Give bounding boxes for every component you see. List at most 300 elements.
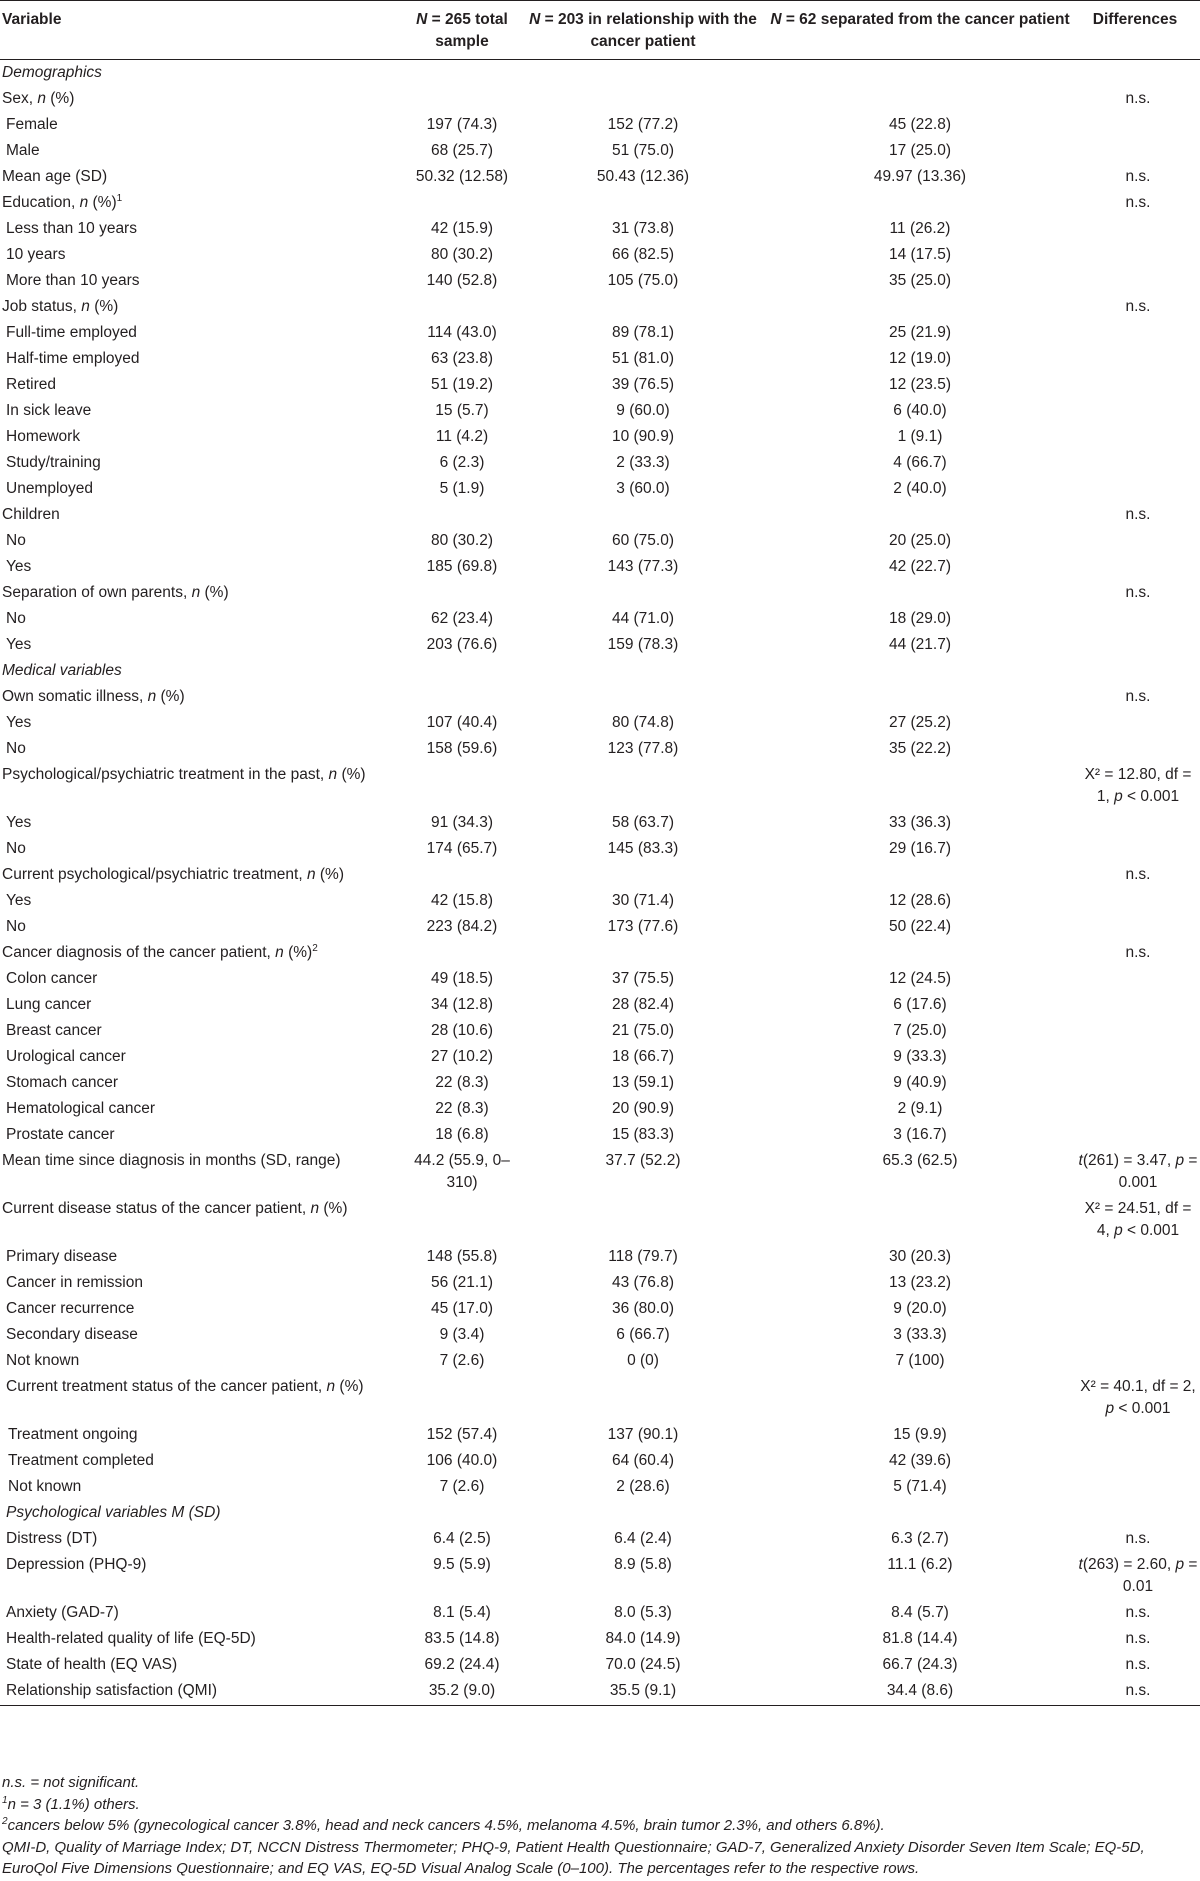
cell-relationship: 84.0 (14.9) — [605, 1630, 681, 1647]
cell-differences — [1070, 346, 1200, 372]
table-row — [0, 216, 1200, 242]
cell-differences — [1070, 1448, 1200, 1474]
cell-differences: n.s. — [1125, 1656, 1151, 1673]
cell-separated: 11 (26.2) — [889, 220, 951, 237]
cell-differences — [1070, 242, 1200, 268]
cell-separated — [770, 580, 1070, 606]
table-row — [0, 476, 1200, 502]
row-label-text: State of health (EQ VAS) — [6, 1656, 178, 1673]
row-label-text: Lung cancer — [6, 996, 92, 1013]
table-row — [0, 1374, 1200, 1422]
cell-relationship — [516, 1500, 770, 1526]
table-row — [0, 862, 1200, 888]
row-label-text: Mean time since diagnosis in months (SD, range) — [2, 1152, 341, 1169]
row-label-text: Demographics — [2, 64, 102, 81]
row-label-text: Prostate cancer — [6, 1126, 115, 1143]
table-row — [0, 1474, 1200, 1500]
cell-total — [408, 684, 516, 710]
cell-differences: X² = 12.80, df = 1, p < 0.001 — [1084, 766, 1192, 805]
cell-total: 140 (52.8) — [426, 272, 498, 289]
cell-total: 5 (1.9) — [439, 480, 485, 497]
cell-total: 107 (40.4) — [426, 714, 498, 731]
table-row — [0, 1122, 1200, 1148]
row-label — [0, 888, 408, 914]
cell-differences — [1070, 528, 1200, 554]
cell-relationship: 13 (59.1) — [611, 1074, 675, 1091]
cell-separated: 33 (36.3) — [888, 814, 952, 831]
cell-relationship — [516, 684, 770, 710]
cell-relationship: 21 (75.0) — [611, 1022, 675, 1039]
cell-relationship: 60 (75.0) — [611, 532, 675, 549]
table-row — [0, 762, 1200, 810]
table-row — [0, 836, 1200, 862]
cell-separated: 12 (19.0) — [888, 350, 952, 367]
row-label — [0, 112, 408, 138]
table-row — [0, 1096, 1200, 1122]
cell-relationship: 159 (78.3) — [607, 636, 679, 653]
cell-separated — [770, 294, 1070, 320]
cell-differences — [1070, 554, 1200, 580]
row-label — [0, 242, 408, 268]
row-label — [0, 528, 408, 554]
cell-differences: n.s. — [1125, 688, 1151, 705]
cell-differences — [1070, 966, 1200, 992]
cell-separated — [770, 862, 1070, 888]
cell-total: 148 (55.8) — [426, 1248, 498, 1265]
cell-relationship — [516, 1196, 770, 1244]
table-row — [0, 190, 1200, 216]
cell-separated: 7 (25.0) — [893, 1022, 947, 1039]
cell-separated: 34.4 (8.6) — [770, 1678, 1070, 1706]
row-label — [0, 190, 408, 216]
cell-separated: 44 (21.7) — [888, 636, 952, 653]
cell-relationship: 35.5 (9.1) — [516, 1678, 770, 1706]
row-label-text: Sex, n (%) — [2, 90, 75, 107]
row-label-text: Not known — [8, 1478, 82, 1495]
table-row — [0, 1322, 1200, 1348]
cell-relationship: 173 (77.6) — [607, 918, 679, 935]
cell-separated: 35 (25.0) — [888, 272, 952, 289]
cell-relationship: 44 (71.0) — [611, 610, 675, 627]
cell-total: 68 (25.7) — [430, 142, 494, 159]
footnote-1-marker: 1 — [2, 1794, 8, 1806]
cell-differences — [1070, 138, 1200, 164]
cell-total: 15 (5.7) — [435, 402, 489, 419]
table-row — [0, 268, 1200, 294]
cell-total: 62 (23.4) — [430, 610, 494, 627]
cell-total: 42 (15.9) — [430, 220, 494, 237]
footnote-1-text: n = 3 (1.1%) others. — [7, 1795, 140, 1813]
cell-separated — [770, 1374, 1070, 1422]
header-variable: Variable — [0, 1, 408, 60]
row-label — [0, 268, 408, 294]
section-row — [0, 658, 1200, 684]
row-label — [0, 1296, 408, 1322]
row-label — [0, 762, 408, 810]
row-label — [0, 1148, 408, 1196]
cell-separated — [770, 86, 1070, 112]
cell-relationship: 118 (79.7) — [608, 1248, 678, 1265]
row-label — [0, 1244, 408, 1270]
cell-separated — [770, 60, 1070, 87]
cell-differences — [1070, 1474, 1200, 1500]
table-row — [0, 398, 1200, 424]
row-label-text: Relationship satisfaction (QMI) — [6, 1682, 218, 1699]
cell-total: 91 (34.3) — [430, 814, 494, 831]
table-row — [0, 1678, 1200, 1706]
row-label — [0, 372, 408, 398]
cell-differences — [1070, 1018, 1200, 1044]
cell-total — [408, 294, 516, 320]
cell-relationship — [516, 658, 770, 684]
cell-differences: n.s. — [1125, 1604, 1151, 1621]
cell-differences — [1070, 112, 1200, 138]
table-row — [0, 1422, 1200, 1448]
cell-separated: 66.7 (24.3) — [882, 1656, 958, 1673]
cell-differences — [1070, 992, 1200, 1018]
cell-separated: 7 (100) — [895, 1352, 945, 1369]
table-row — [0, 346, 1200, 372]
cell-differences — [1070, 810, 1200, 836]
cell-relationship: 18 (66.7) — [611, 1048, 675, 1065]
row-label-text: Hematological cancer — [6, 1100, 156, 1117]
row-label-text: Female — [6, 116, 58, 133]
row-label — [0, 1374, 408, 1422]
cell-total: 22 (8.3) — [435, 1100, 489, 1117]
row-label — [0, 606, 408, 632]
table-row — [0, 1044, 1200, 1070]
row-label — [0, 60, 408, 87]
row-label-text: Own somatic illness, n (%) — [2, 688, 185, 705]
cell-relationship — [516, 862, 770, 888]
cell-relationship: 152 (77.2) — [607, 116, 679, 133]
cell-differences — [1070, 424, 1200, 450]
row-label-text: Less than 10 years — [6, 220, 137, 237]
cell-total: 42 (15.8) — [430, 892, 494, 909]
table-row — [0, 914, 1200, 940]
cell-total: 51 (19.2) — [430, 376, 494, 393]
row-label-text: Children — [2, 506, 60, 523]
table-header-row — [0, 1, 1200, 60]
cell-differences: X² = 24.51, df = 4, p < 0.001 — [1084, 1200, 1192, 1239]
row-label-text: Current disease status of the cancer patient, n (%) — [2, 1200, 348, 1217]
row-label — [0, 580, 408, 606]
cell-separated: 65.3 (62.5) — [882, 1152, 958, 1169]
cell-relationship: 9 (60.0) — [616, 402, 670, 419]
row-label-text: Not known — [6, 1352, 80, 1369]
cell-separated: 6 (17.6) — [893, 996, 947, 1013]
row-label-text: Current treatment status of the cancer patient, n (%) — [6, 1378, 364, 1395]
table-footnotes — [2, 1772, 1198, 1880]
cell-relationship: 37 (75.5) — [611, 970, 675, 987]
row-label — [0, 1500, 408, 1526]
row-label — [0, 398, 408, 424]
header-relationship: N = 203 in relationship with the cancer patient — [516, 1, 770, 60]
cell-total: 35.2 (9.0) — [408, 1678, 516, 1706]
row-label — [0, 320, 408, 346]
row-label — [0, 684, 408, 710]
row-label — [0, 940, 408, 966]
row-label-text: Cancer in remission — [6, 1274, 143, 1291]
cell-separated — [770, 1196, 1070, 1244]
row-label-text: Psychological/psychiatric treatment in the past, n (%) — [2, 766, 366, 783]
cell-differences — [1070, 268, 1200, 294]
table-row — [0, 736, 1200, 762]
cell-total: 44.2 (55.9, 0–310) — [414, 1152, 510, 1191]
header-total: N = 265 total sample — [408, 1, 516, 60]
cell-total: 49 (18.5) — [430, 970, 494, 987]
cell-separated — [770, 1500, 1070, 1526]
row-label — [0, 810, 408, 836]
row-label-text: Anxiety (GAD-7) — [6, 1604, 119, 1621]
cell-separated: 30 (20.3) — [888, 1248, 952, 1265]
cell-separated: 20 (25.0) — [888, 532, 952, 549]
cell-relationship — [516, 580, 770, 606]
row-label-text: Yes — [6, 714, 32, 731]
cell-relationship — [516, 762, 770, 810]
cell-differences: n.s. — [1125, 1630, 1151, 1647]
cell-total: 83.5 (14.8) — [424, 1630, 500, 1647]
table-row — [0, 164, 1200, 190]
cell-differences: n.s. — [1070, 1678, 1200, 1706]
cell-separated: 3 (16.7) — [893, 1126, 947, 1143]
table-row — [0, 606, 1200, 632]
row-label-text: Male — [6, 142, 40, 159]
cell-differences: t(261) = 3.47, p = 0.001 — [1078, 1152, 1198, 1191]
table-row — [0, 502, 1200, 528]
cell-separated: 11.1 (6.2) — [887, 1556, 953, 1573]
cell-separated: 2 (9.1) — [897, 1100, 943, 1117]
cell-relationship: 89 (78.1) — [611, 324, 675, 341]
cell-relationship: 64 (60.4) — [611, 1452, 675, 1469]
row-label-text: Colon cancer — [6, 970, 98, 987]
cell-relationship: 2 (28.6) — [616, 1478, 670, 1495]
row-label-text: Study/training — [6, 454, 101, 471]
row-label-text: No — [6, 532, 26, 549]
cell-total: 22 (8.3) — [435, 1074, 489, 1091]
cell-relationship: 80 (74.8) — [611, 714, 675, 731]
row-label — [0, 476, 408, 502]
table-row — [0, 320, 1200, 346]
row-label-text: Stomach cancer — [6, 1074, 118, 1091]
row-label-text: Breast cancer — [6, 1022, 102, 1039]
row-label — [0, 1600, 408, 1626]
cell-total: 27 (10.2) — [430, 1048, 494, 1065]
table-row — [0, 1196, 1200, 1244]
cell-total — [408, 658, 516, 684]
cell-relationship: 143 (77.3) — [607, 558, 679, 575]
cell-differences: X² = 40.1, df = 2, p < 0.001 — [1080, 1378, 1196, 1417]
row-label — [0, 966, 408, 992]
cell-total — [408, 1196, 516, 1244]
row-label — [0, 1652, 408, 1678]
row-label — [0, 502, 408, 528]
section-row — [0, 1500, 1200, 1526]
cell-total — [408, 1374, 516, 1422]
table-row — [0, 940, 1200, 966]
cell-differences — [1070, 1422, 1200, 1448]
row-label-text: No — [6, 610, 26, 627]
cell-total: 28 (10.6) — [430, 1022, 494, 1039]
row-label — [0, 138, 408, 164]
footnote-2-marker: 2 — [2, 1816, 8, 1827]
cell-relationship: 10 (90.9) — [611, 428, 675, 445]
table-row — [0, 372, 1200, 398]
row-label-text: Yes — [6, 892, 32, 909]
cell-differences — [1070, 60, 1200, 87]
cell-relationship — [516, 60, 770, 87]
cell-relationship: 58 (63.7) — [611, 814, 675, 831]
row-label — [0, 450, 408, 476]
row-label — [0, 862, 408, 888]
row-label-text: No — [6, 740, 26, 757]
row-label-text: No — [6, 918, 26, 935]
row-label-text: No — [6, 840, 26, 857]
row-label-text: Cancer recurrence — [6, 1300, 135, 1317]
row-label-text: Education, n (%) — [2, 194, 117, 211]
cell-separated: 15 (9.9) — [893, 1426, 947, 1443]
row-label — [0, 658, 408, 684]
cell-relationship: 20 (90.9) — [611, 1100, 675, 1117]
row-label-text: In sick leave — [6, 402, 92, 419]
cell-separated: 25 (21.9) — [888, 324, 952, 341]
cell-total: 80 (30.2) — [430, 532, 494, 549]
cell-differences — [1070, 398, 1200, 424]
row-label-text: Secondary disease — [6, 1326, 138, 1343]
cell-differences — [1070, 372, 1200, 398]
cell-differences: n.s. — [1125, 298, 1151, 315]
row-label — [0, 216, 408, 242]
row-label — [0, 710, 408, 736]
row-label — [0, 1626, 408, 1652]
cell-total: 18 (6.8) — [435, 1126, 489, 1143]
cell-relationship: 31 (73.8) — [611, 220, 675, 237]
table-row — [0, 1526, 1200, 1552]
cell-relationship: 51 (75.0) — [611, 142, 675, 159]
row-label-text: Primary disease — [6, 1248, 118, 1265]
cell-differences — [1070, 1500, 1200, 1526]
cell-differences: n.s. — [1125, 866, 1151, 883]
cell-relationship: 66 (82.5) — [611, 246, 675, 263]
cell-total: 114 (43.0) — [427, 324, 497, 341]
header-separated: N = 62 separated from the cancer patient — [770, 1, 1070, 60]
row-label — [0, 86, 408, 112]
table-row — [0, 112, 1200, 138]
cell-separated: 3 (33.3) — [893, 1326, 947, 1343]
cell-total: 63 (23.8) — [430, 350, 494, 367]
cell-differences: n.s. — [1125, 194, 1151, 211]
cell-total — [408, 762, 516, 810]
table-row — [0, 810, 1200, 836]
cell-differences — [1070, 216, 1200, 242]
cell-total: 7 (2.6) — [439, 1478, 485, 1495]
table-row — [0, 580, 1200, 606]
row-label-text: Health-related quality of life (EQ-5D) — [6, 1630, 256, 1647]
row-label-text: Separation of own parents, n (%) — [2, 584, 229, 601]
row-label — [0, 1552, 408, 1600]
cell-differences — [1070, 1044, 1200, 1070]
cell-total — [408, 862, 516, 888]
cell-total: 9 (3.4) — [439, 1326, 485, 1343]
cell-relationship: 28 (82.4) — [611, 996, 675, 1013]
cell-total — [408, 940, 516, 966]
cell-total: 174 (65.7) — [426, 840, 498, 857]
cell-separated: 81.8 (14.4) — [882, 1630, 958, 1647]
row-label-text: Yes — [6, 814, 32, 831]
cell-differences: t(263) = 2.60, p = 0.01 — [1078, 1556, 1198, 1595]
row-label-text: More than 10 years — [6, 272, 140, 289]
cell-relationship: 70.0 (24.5) — [605, 1656, 681, 1673]
row-label — [0, 1322, 408, 1348]
table-row — [0, 1270, 1200, 1296]
row-label-text: Psychological variables M (SD) — [6, 1504, 221, 1521]
cell-relationship: 39 (76.5) — [611, 376, 675, 393]
table-row — [0, 450, 1200, 476]
cell-differences — [1070, 632, 1200, 658]
table-row — [0, 1296, 1200, 1322]
cell-differences — [1070, 1070, 1200, 1096]
cell-separated: 6.3 (2.7) — [891, 1530, 949, 1547]
cell-differences — [1070, 1244, 1200, 1270]
cell-relationship: 37.7 (52.2) — [605, 1152, 681, 1169]
row-label-text: Treatment ongoing — [8, 1426, 138, 1443]
row-label-text: Full-time employed — [6, 324, 137, 341]
row-label — [0, 1070, 408, 1096]
cell-differences — [1070, 736, 1200, 762]
cell-separated: 2 (40.0) — [893, 480, 947, 497]
cell-total — [408, 502, 516, 528]
row-label — [0, 294, 408, 320]
table-row — [0, 992, 1200, 1018]
table-row — [0, 710, 1200, 736]
cell-total: 56 (21.1) — [430, 1274, 494, 1291]
table-row — [0, 242, 1200, 268]
cell-total: 223 (84.2) — [426, 918, 498, 935]
cell-relationship — [516, 294, 770, 320]
cell-differences — [1070, 1122, 1200, 1148]
cell-relationship: 0 (0) — [627, 1352, 659, 1369]
row-label — [0, 1270, 408, 1296]
table-row — [0, 1018, 1200, 1044]
cell-relationship: 50.43 (12.36) — [596, 168, 690, 185]
table-row — [0, 966, 1200, 992]
cell-differences — [1070, 450, 1200, 476]
cell-separated: 5 (71.4) — [893, 1478, 947, 1495]
row-label-text: Job status, n (%) — [2, 298, 119, 315]
cell-separated — [770, 658, 1070, 684]
row-label — [0, 1422, 408, 1448]
cell-relationship — [516, 502, 770, 528]
row-label-text: Yes — [6, 636, 32, 653]
cell-relationship: 43 (76.8) — [611, 1274, 675, 1291]
table-row — [0, 888, 1200, 914]
row-label — [0, 914, 408, 940]
cell-separated — [770, 190, 1070, 216]
cell-relationship: 36 (80.0) — [611, 1300, 675, 1317]
row-label — [0, 164, 408, 190]
cell-relationship — [516, 86, 770, 112]
cell-separated: 4 (66.7) — [893, 454, 947, 471]
cell-separated: 29 (16.7) — [888, 840, 952, 857]
footnote-marker: 2 — [312, 942, 318, 954]
cell-total: 7 (2.6) — [439, 1352, 485, 1369]
cell-separated — [770, 684, 1070, 710]
row-label-text: Distress (DT) — [6, 1530, 98, 1547]
cell-relationship: 6 (66.7) — [616, 1326, 670, 1343]
row-label — [0, 1018, 408, 1044]
cell-total: 69.2 (24.4) — [424, 1656, 500, 1673]
cell-separated: 42 (22.7) — [888, 558, 952, 575]
